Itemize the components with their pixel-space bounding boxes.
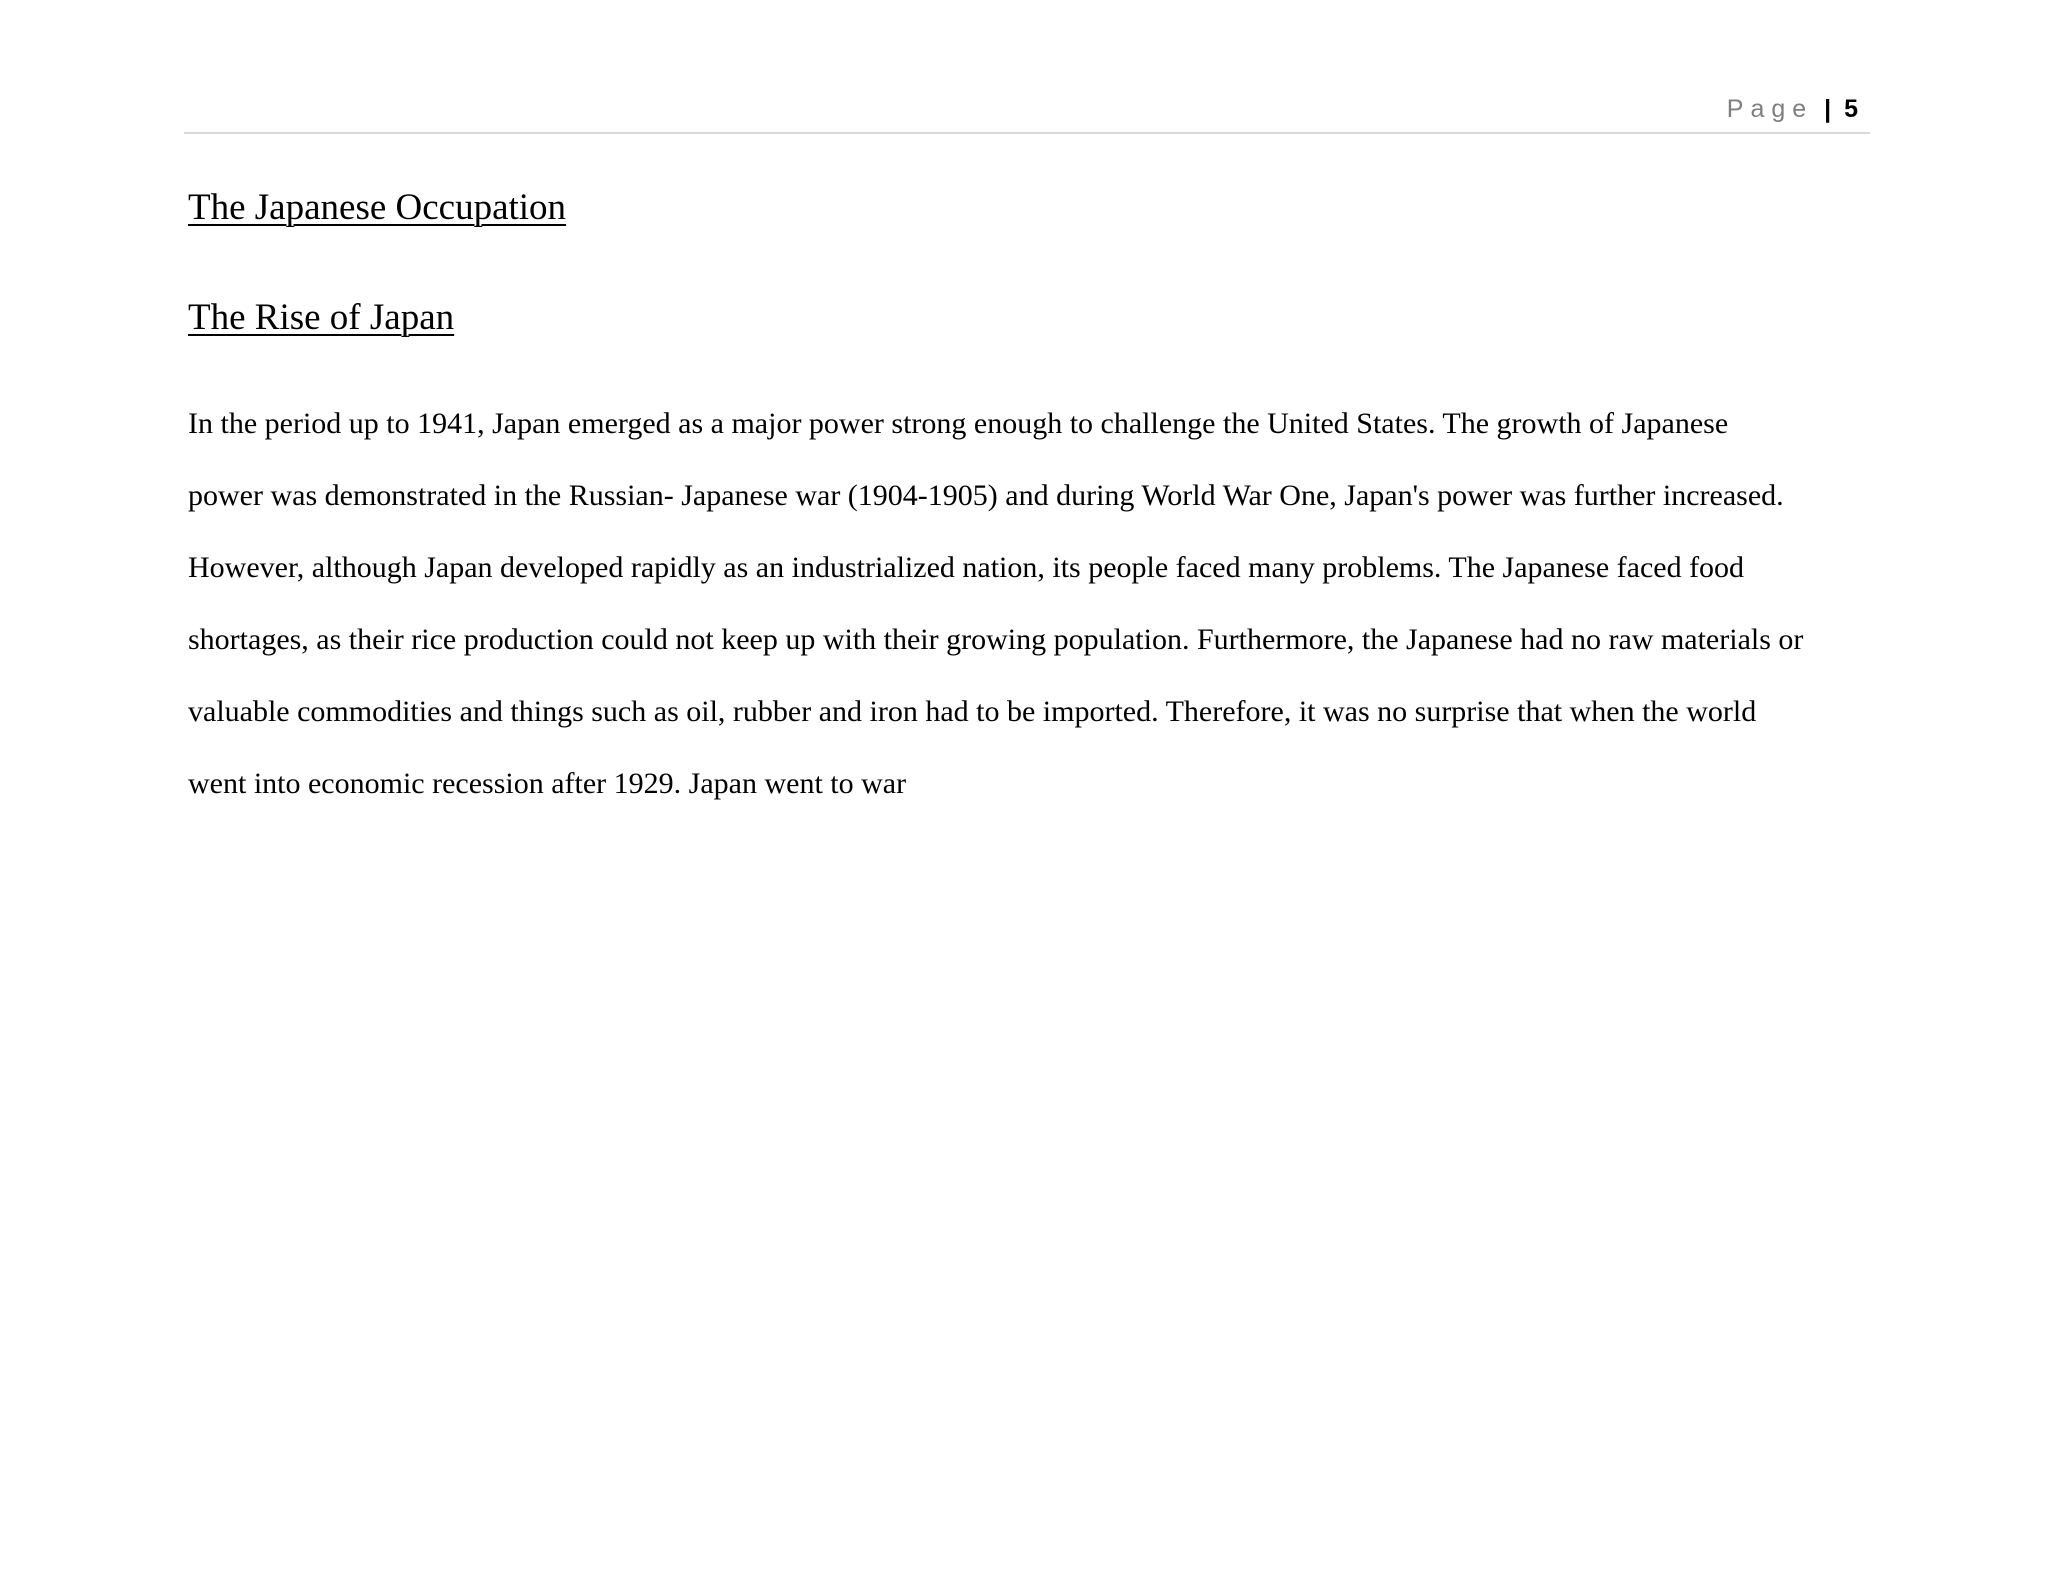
subsection-heading: The Rise of Japan <box>188 297 455 338</box>
paragraph-line: shortages, as their rice production could not keep up with their growing population. Furthermore, the Japanese had no raw materials or <box>188 623 1804 656</box>
paragraph-line: power was demonstrated in the Russian- Japanese war (1904-1905) and during World War One, Japan's power was further increased. <box>188 479 1784 512</box>
page-separator: | <box>1824 95 1832 123</box>
paragraph-line: In the period up to 1941, Japan emerged as a major power strong enough to challenge the United States. The growth of Japanese <box>188 407 1729 440</box>
paragraph-line: However, although Japan developed rapidly as an industrialized nation, its people faced many problems. The Japanese faced food <box>188 551 1745 584</box>
section-heading: The Japanese Occupation <box>188 187 567 228</box>
page-label: Page <box>1726 95 1814 123</box>
page-number-indicator <box>1727 94 1858 124</box>
page-header <box>184 92 1870 134</box>
paragraph-line: went into economic recession after 1929. Japan went to war <box>188 767 907 800</box>
paragraph-line: valuable commodities and things such as oil, rubber and iron had to be imported. Therefore, it was no surprise that when the world <box>188 695 1757 728</box>
page-number: 5 <box>1844 95 1858 123</box>
